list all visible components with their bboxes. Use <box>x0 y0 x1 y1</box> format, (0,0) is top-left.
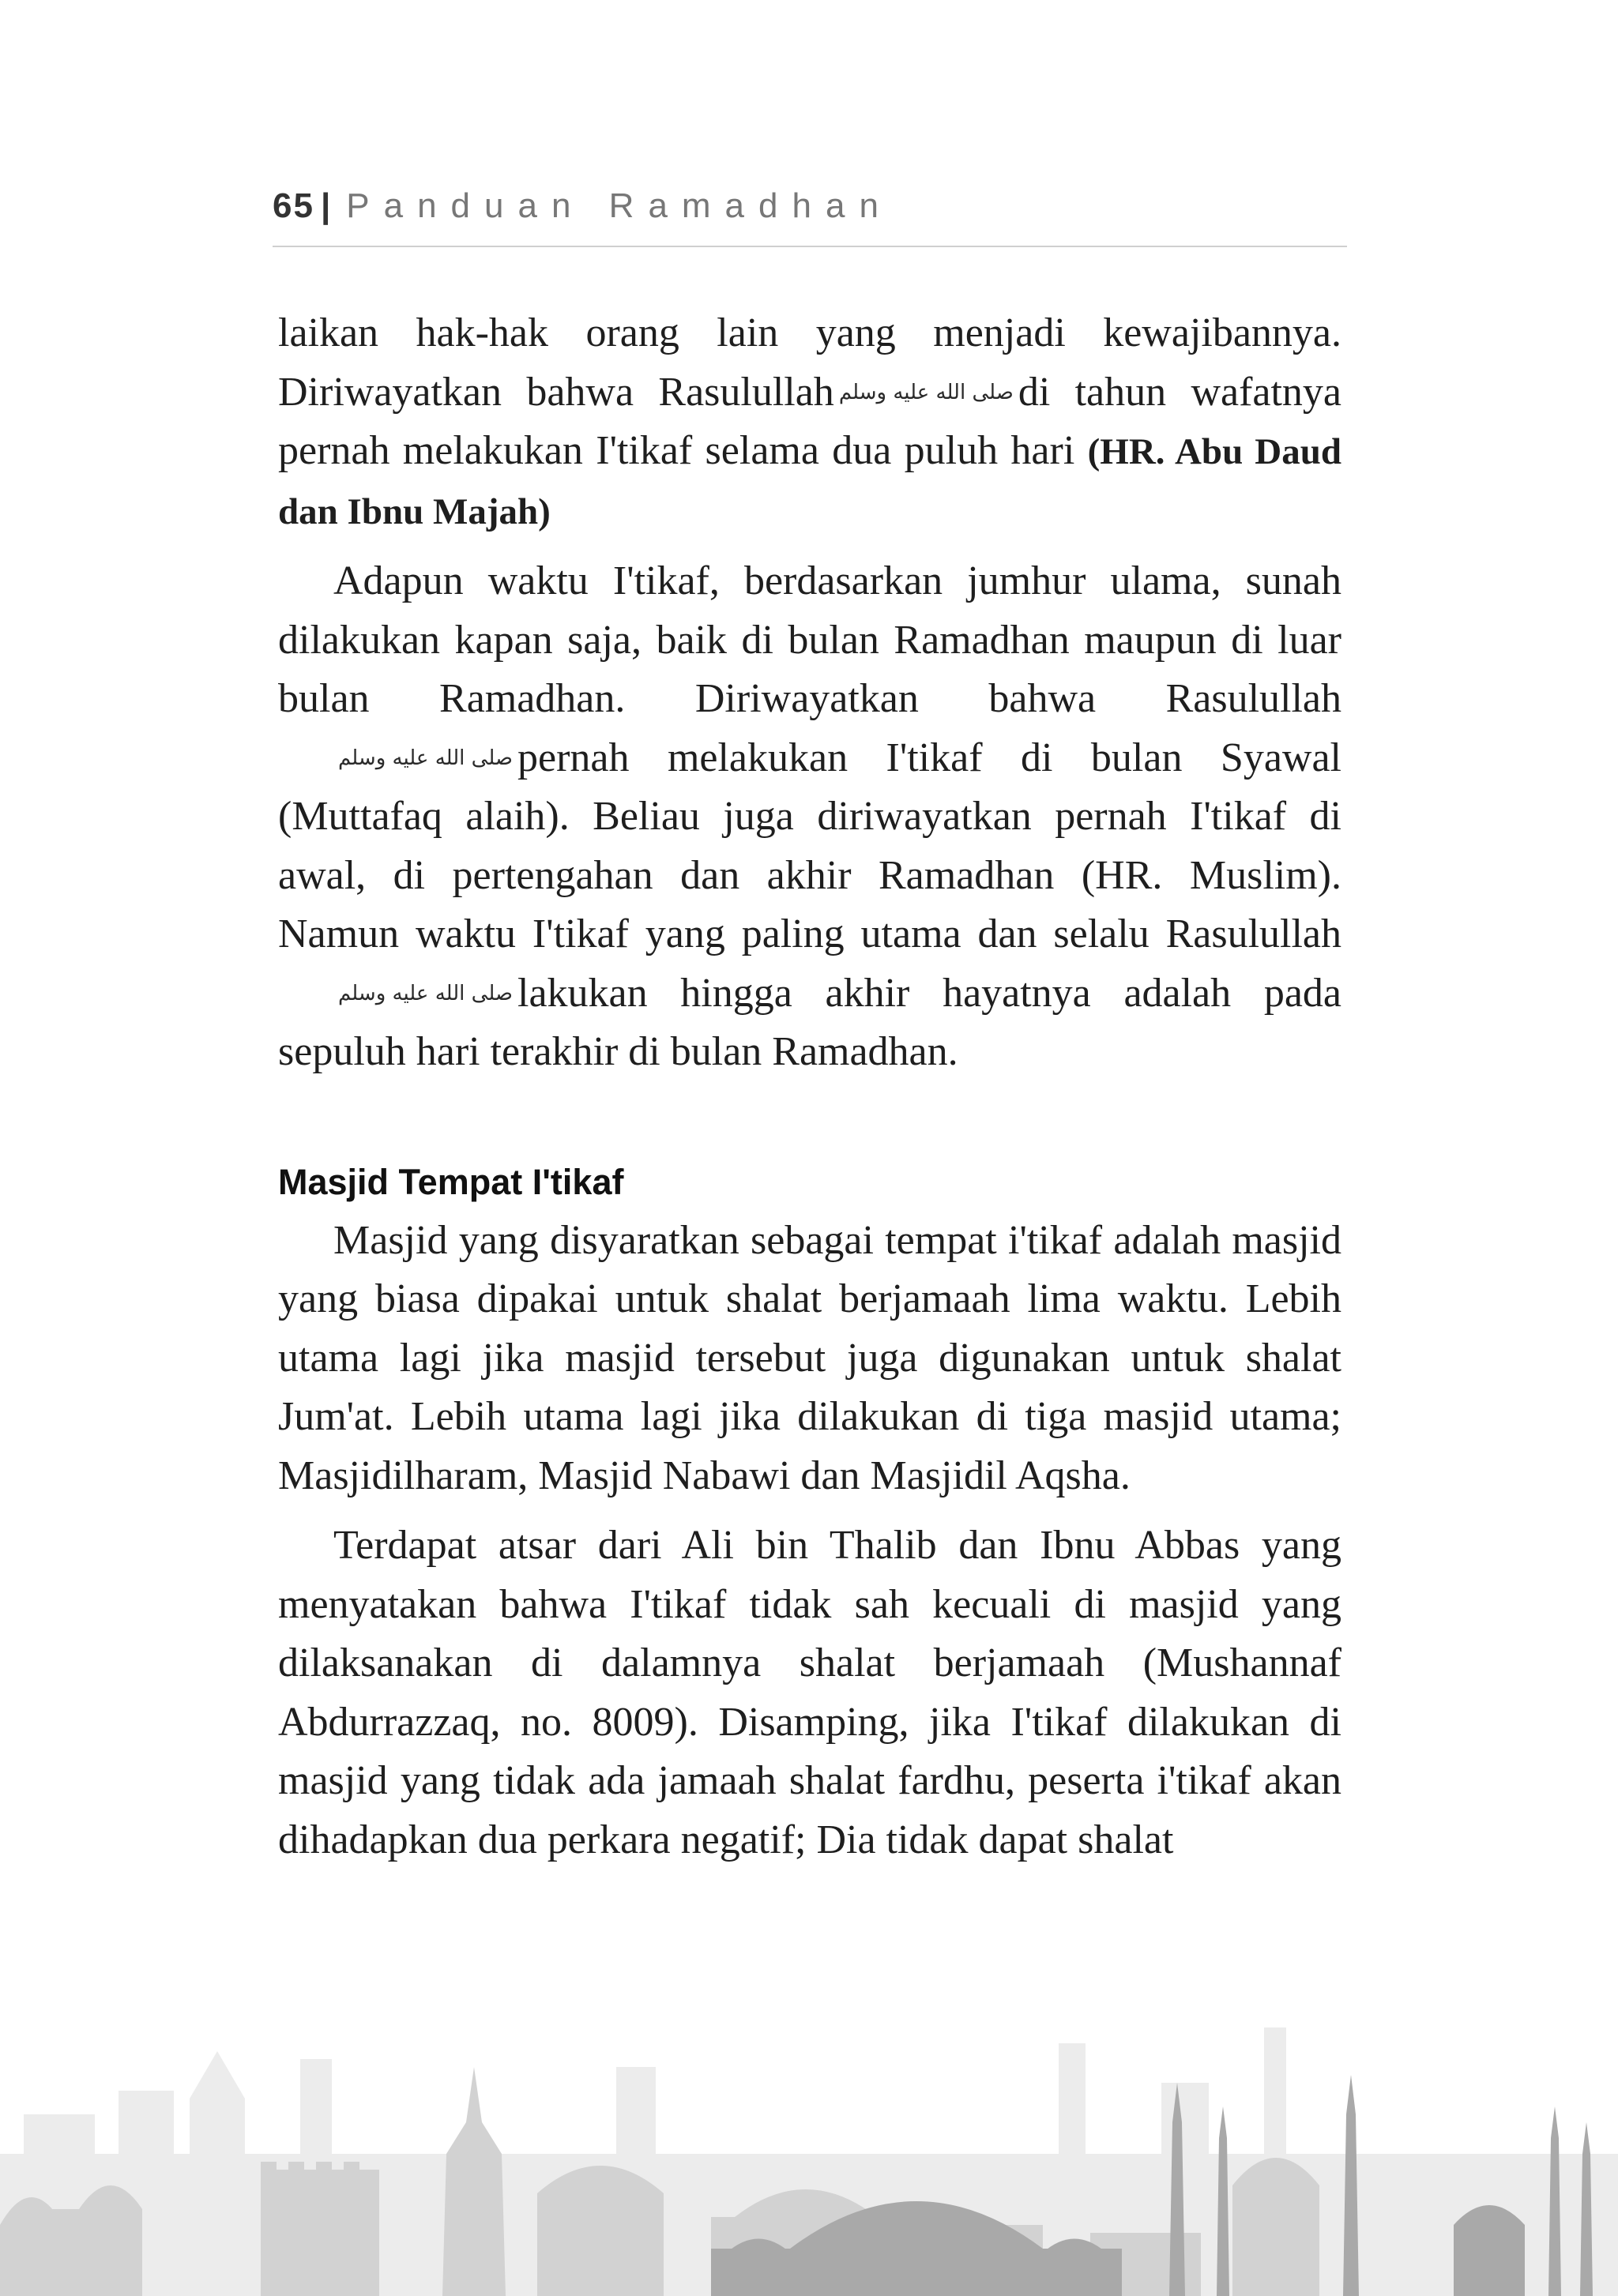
citation: (HR. Abu Daud dan Ibnu Majah) <box>278 431 1342 532</box>
book-title: Panduan Ramadhan <box>346 186 893 225</box>
page-number: 65 <box>273 186 314 225</box>
page-body <box>278 304 1341 1869</box>
paragraph-continuation: laikan hak-hak orang lain yang menjadi kewajibannya. Diriwayatkan bahwa Rasulullah صلى الله عليه وسلم di tahun wafatnya pernah melakukan I'tikaf selama dua puluh hari (HR. Abu Daud dan Ibnu Majah) <box>278 310 1342 532</box>
paragraph-atsar: Terdapat atsar dari Ali bin Thalib dan Ibnu Abbas yang menyatakan bahwa I'tikaf tidak sah kecuali di masjid yang dilaksanakan di dalamnya shalat berjamaah (Mushannaf Abdurrazzaq, no. 8009). Disamping, jika I'tikaf dilakukan di masjid yang tidak ada jamaah shalat fardhu, peserta i'tikaf akan dihadapkan dua perkara negatif; Dia tidak dapat shalat <box>278 1523 1341 1862</box>
salawat-glyph: صلى الله عليه وسلم <box>338 746 513 770</box>
running-header <box>273 186 1347 247</box>
salawat-glyph: صلى الله عليه وسلم <box>338 981 513 1005</box>
salawat-glyph: صلى الله عليه وسلم <box>838 380 1014 404</box>
header-separator: | <box>320 186 331 225</box>
paragraph-itikaf-time: Adapun waktu I'tikaf, berdasarkan jumhur ulama, sunah dilakukan kapan saja, baik di bulan Ramadhan maupun di luar bulan Ramadhan. Diriwayatkan bahwa Rasulullahصلى الله عليه وسلم pernah melakukan I'tikaf di bulan Syawal (Muttafaq alaih). Beliau juga diriwayatkan pernah I'tikaf di awal, di pertengahan dan akhir Ramadhan (HR. Muslim). Namun waktu I'tikaf yang paling utama dan selalu Rasulullahصلى الله عليه وسلم lakukan hingga akhir hayatnya adalah pada sepuluh hari terakhir di bulan Ramadhan. <box>278 558 1341 1074</box>
city-skyline-illustration <box>0 1854 1618 2296</box>
paragraph-masjid-requirement: Masjid yang disyaratkan sebagai tempat i'tikaf adalah masjid yang biasa dipakai untuk shalat berjamaah lima waktu. Lebih utama lagi jika masjid tersebut juga digunakan untuk shalat Jum'at. Lebih utama lagi jika dilakukan di tiga masjid utama; Masjidilharam, Masjid Nabawi dan Masjidil Aqsha. <box>278 1217 1341 1498</box>
section-heading: Masjid Tempat I'tikaf <box>278 1161 624 1202</box>
